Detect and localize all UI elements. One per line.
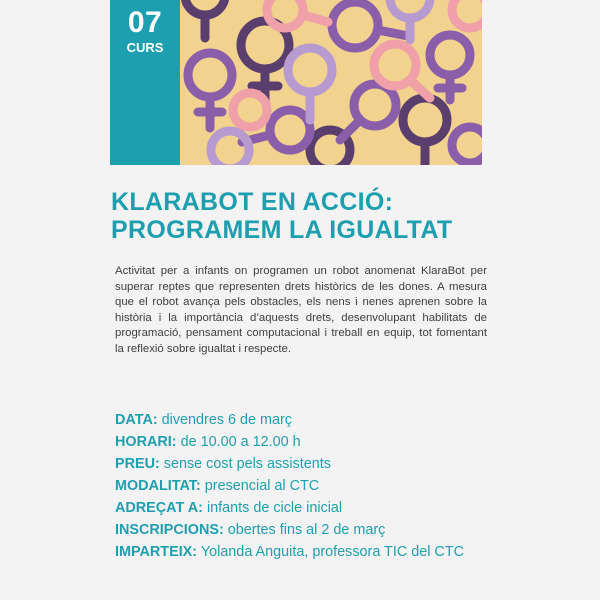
detail-registration xyxy=(115,519,487,541)
detail-price xyxy=(115,453,487,475)
detail-date xyxy=(115,409,487,431)
detail-value: infants de cicle inicial xyxy=(206,500,343,516)
course-label: CURS xyxy=(126,40,164,55)
detail-value: divendres 6 de març xyxy=(161,412,293,428)
detail-instructor xyxy=(115,541,487,563)
activity-description: Activitat per a infants on programen un robot anomenat KlaraBot per superar reptes que representen drets històrics de les dones. A mesura que el robot avança pels obstacles, els nens i nenes aprenen sobre la història i la importància d’aquests drets, desenvolupant habilitats de programació, pensament computacional i treball en equip, tot fomentant la reflexió sobre igualtat i respecte. xyxy=(115,265,487,355)
detail-value: obertes fins al 2 de març xyxy=(227,522,386,538)
detail-value: de 10.00 a 12.00 h xyxy=(180,434,301,450)
detail-label: PREU: xyxy=(115,456,160,472)
title-line-2: PROGRAMEM LA IGUALTAT xyxy=(111,216,453,244)
course-badge xyxy=(110,0,180,165)
detail-label: HORARI: xyxy=(115,434,177,450)
detail-label: ADREÇAT A: xyxy=(115,500,203,516)
detail-value: Yolanda Anguita, professora TIC del CTC xyxy=(200,544,465,560)
detail-label: MODALITAT: xyxy=(115,478,201,494)
detail-value: sense cost pels assistents xyxy=(163,456,331,472)
detail-value: presencial al CTC xyxy=(204,478,320,494)
detail-audience xyxy=(115,497,487,519)
detail-modality xyxy=(115,475,487,497)
female-symbols-icon xyxy=(180,0,482,165)
detail-schedule xyxy=(115,431,487,453)
course-details xyxy=(115,409,487,563)
hero-image xyxy=(180,0,482,165)
course-number: 07 xyxy=(127,6,163,39)
detail-label: INSCRIPCIONS: xyxy=(115,522,224,538)
detail-label: IMPARTEIX: xyxy=(115,544,198,560)
page-title xyxy=(111,188,511,244)
detail-label: DATA: xyxy=(115,412,158,428)
title-line-1: KLARABOT EN ACCIÓ: xyxy=(111,188,394,216)
